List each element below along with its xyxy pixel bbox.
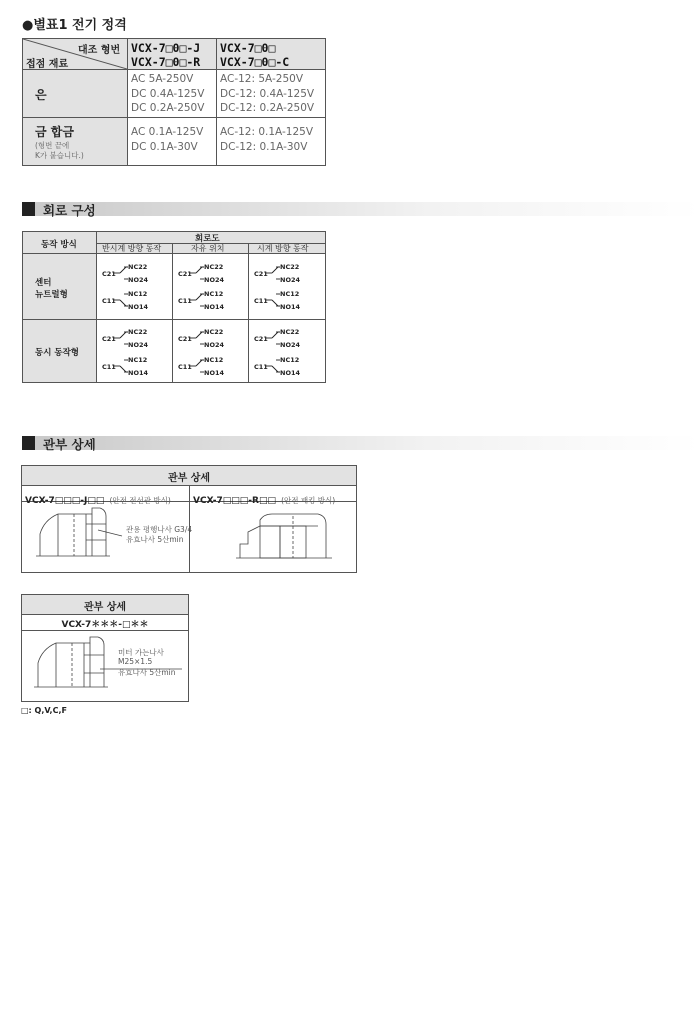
row-silver-label: 은 — [35, 88, 47, 102]
upper-contact-label: NC12 — [280, 290, 300, 298]
section-square-icon — [22, 202, 35, 216]
switch-blade — [120, 366, 128, 372]
circuit-col-ccw: 반시계 방향 동작 — [102, 244, 162, 253]
switch-blade — [196, 332, 204, 338]
common-terminal-label: C11 — [178, 297, 192, 305]
row-gold-note-line1: (형번 끝에 — [35, 141, 70, 150]
lower-contact-label: NO24 — [280, 276, 301, 284]
lower-contact-label: NO14 — [204, 303, 225, 311]
row-simultaneous: 동시 동작형 — [35, 348, 80, 358]
upper-contact-label: NC12 — [204, 290, 224, 298]
common-terminal-label: C21 — [102, 335, 116, 343]
packing-port-drawing — [236, 514, 332, 558]
switch-blade — [120, 267, 128, 273]
common-terminal-label: C21 — [178, 270, 192, 278]
common-terminal-label: C21 — [254, 270, 268, 278]
circuit-header-mode: 동작 방식 — [41, 240, 77, 250]
circuit-diagrams — [23, 232, 325, 382]
circuit-col-free: 자유 위치 — [191, 244, 225, 253]
header-model-label: 대조 형번 — [78, 45, 121, 56]
box2-model: VCX-7＊＊＊-□＊＊ — [61, 620, 149, 630]
row-gold-col1: AC 0.1A-125V DC 0.1A-30V — [131, 126, 204, 153]
circuit-section-title: 회로 구성 — [43, 203, 96, 218]
box2-annotation-line2: M25×1.5 — [118, 657, 153, 666]
switch-blade — [272, 267, 280, 273]
box1-annotation-line2: 유효나사 5산min — [126, 535, 184, 544]
circuit-header-diagram: 회로도 — [195, 234, 220, 244]
section-square-icon — [22, 436, 35, 450]
pipe-section-bar — [22, 436, 700, 450]
box2-annotation-line3: 유효나사 5산min — [118, 668, 176, 677]
lower-contact-label: NO24 — [204, 341, 225, 349]
common-terminal-label: C21 — [254, 335, 268, 343]
switch-blade — [196, 294, 204, 300]
lower-contact-label: NO24 — [280, 341, 301, 349]
common-terminal-label: C11 — [102, 297, 116, 305]
upper-contact-label: NC22 — [128, 328, 148, 336]
pipe-detail-box-2 — [21, 594, 189, 702]
lower-contact-label: NO14 — [280, 369, 301, 377]
col1-model-line2: VCX-7□0□-R — [131, 55, 201, 69]
col1-model-line1: VCX-7□0□-J — [131, 41, 201, 55]
col2-model-line1: VCX-7□0□ — [220, 41, 276, 55]
switch-blade — [196, 267, 204, 273]
circuit-table — [22, 231, 326, 383]
common-terminal-label: C11 — [254, 297, 268, 305]
lower-contact-label: NO14 — [204, 369, 225, 377]
electrical-rating-table — [22, 38, 326, 166]
row-gold-label: 금 합금 — [35, 125, 74, 139]
footnote: □: Q,V,C,F — [21, 706, 67, 715]
row-silver-col1: AC 5A-250V DC 0.4A-125V DC 0.2A-250V — [131, 73, 205, 114]
table1-title: ●별표1 전기 정격 — [22, 18, 127, 33]
row-silver-col2: AC-12: 5A-250V DC-12: 0.4A-125V DC-12: 0.2A-250V — [220, 73, 315, 114]
common-terminal-label: C11 — [254, 363, 268, 371]
common-terminal-label: C11 — [178, 363, 192, 371]
common-terminal-label: C11 — [102, 363, 116, 371]
lower-contact-label: NO14 — [280, 303, 301, 311]
row-gold-note-line2: K가 붙습니다.) — [35, 151, 84, 160]
row-center-neutral-line1: 센터 — [35, 278, 52, 288]
upper-contact-label: NC12 — [280, 356, 300, 364]
row-gold-col2: AC-12: 0.1A-125V DC-12: 0.1A-30V — [220, 126, 314, 153]
upper-contact-label: NC22 — [280, 328, 300, 336]
header-material-label: 접점 재료 — [26, 59, 69, 70]
box1-col2-header: VCX-7□□□-R□□ (안전 패킹 방식) — [193, 496, 336, 506]
switch-blade — [272, 332, 280, 338]
lower-contact-label: NO24 — [128, 341, 149, 349]
box2-title: 관부 상세 — [83, 602, 127, 613]
lower-contact-label: NO14 — [128, 303, 149, 311]
upper-contact-label: NC12 — [204, 356, 224, 364]
upper-contact-label: NC22 — [204, 328, 224, 336]
switch-blade — [272, 366, 280, 372]
upper-contact-label: NC12 — [128, 356, 148, 364]
common-terminal-label: C21 — [178, 335, 192, 343]
lower-contact-label: NO14 — [128, 369, 149, 377]
switch-blade — [120, 300, 128, 306]
box1-title: 관부 상세 — [167, 473, 211, 484]
pipe-detail-box-1 — [21, 465, 357, 573]
lower-contact-label: NO24 — [128, 276, 149, 284]
box2-annotation-line1: 미터 가는나사 — [118, 648, 164, 657]
upper-contact-label: NC22 — [128, 263, 148, 271]
conduit-port-drawing — [36, 508, 122, 556]
upper-contact-label: NC22 — [280, 263, 300, 271]
pipe-drawings-1 — [22, 502, 356, 572]
box1-annotation-line1: 관용 평행나사 G3/4 — [126, 525, 193, 534]
common-terminal-label: C21 — [102, 270, 116, 278]
lower-contact-label: NO24 — [204, 276, 225, 284]
upper-contact-label: NC22 — [204, 263, 224, 271]
pipe-section-title: 관부 상세 — [43, 437, 96, 452]
col2-model-line2: VCX-7□0□-C — [220, 55, 290, 69]
switch-blade — [272, 300, 280, 306]
box1-col1-header: VCX-7□□□-J□□ (안전 전선관 방식) — [25, 496, 171, 506]
switch-blade — [196, 360, 204, 366]
upper-contact-label: NC12 — [128, 290, 148, 298]
metric-port-drawing — [22, 631, 188, 701]
row-center-neutral-line2: 뉴트럴형 — [35, 290, 68, 300]
circuit-col-cw: 시계 방향 동작 — [257, 244, 309, 253]
circuit-section-bar — [22, 202, 700, 216]
switch-blade — [120, 332, 128, 338]
